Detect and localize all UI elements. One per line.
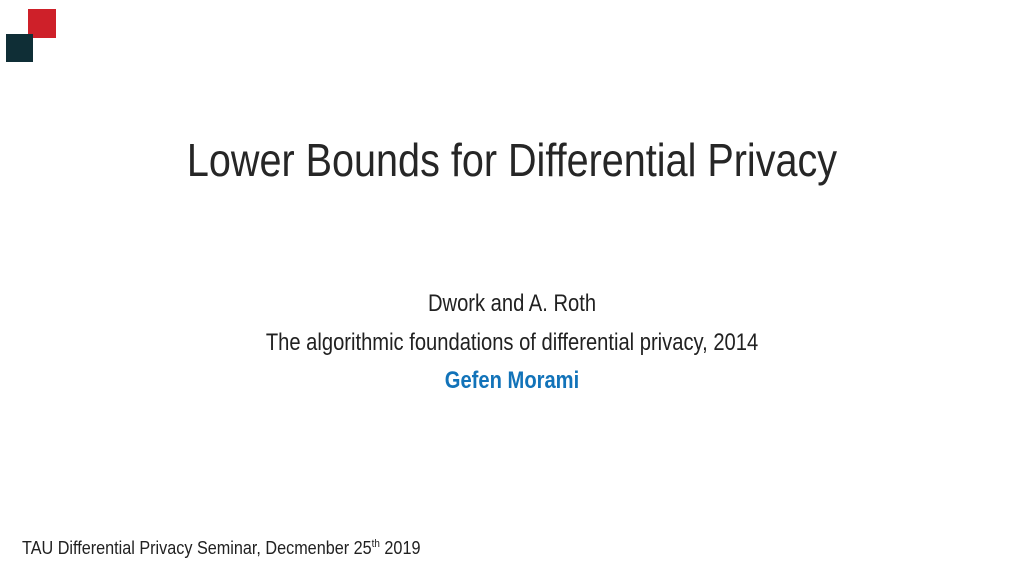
footer-text: TAU Differential Privacy Seminar, Decmenber 25 (22, 538, 372, 558)
slide-title: Lower Bounds for Differential Privacy (186, 134, 838, 186)
footer-note (22, 536, 420, 560)
dark-square-decoration (6, 34, 33, 62)
reference-block (82, 285, 942, 401)
presenter-name: Gefen Morami (444, 367, 580, 394)
reference-title: The algorithmic foundations of differential privacy, 2014 (265, 328, 759, 356)
footer-superscript: th (371, 538, 380, 550)
reference-authors: Dwork and A. Roth (427, 290, 597, 317)
footer-year: 2019 (379, 538, 421, 558)
